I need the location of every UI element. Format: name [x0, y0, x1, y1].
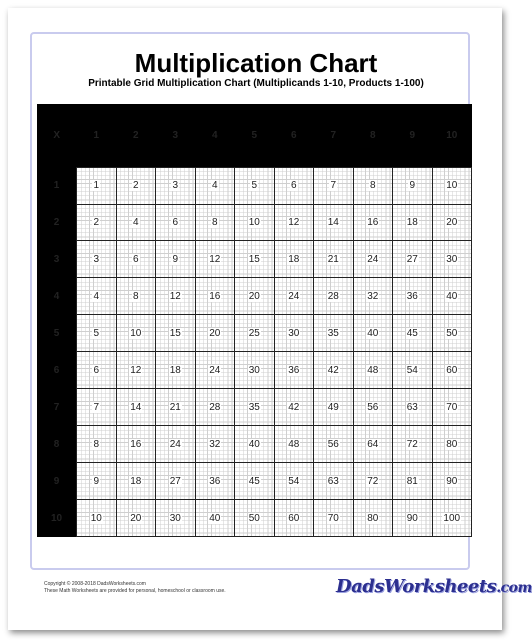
product-value: 72 — [406, 438, 418, 450]
product-cell — [156, 389, 196, 426]
product-value: 36 — [406, 290, 418, 302]
product-value: 9 — [93, 475, 100, 487]
copyright-text: Copyright © 2008-2018 DadsWorksheets.com — [44, 581, 146, 587]
product-cell — [116, 315, 156, 352]
product-cell — [235, 426, 275, 463]
product-cell — [156, 167, 196, 204]
product-cell — [432, 500, 472, 537]
product-cell — [314, 389, 354, 426]
product-value: 3 — [93, 253, 100, 265]
header-row — [37, 104, 472, 167]
product-value: 63 — [327, 475, 339, 487]
product-cell — [353, 204, 393, 241]
product-cell — [116, 241, 156, 278]
product-cell — [195, 204, 235, 241]
product-cell — [77, 278, 117, 315]
product-cell — [195, 426, 235, 463]
product-value: 60 — [446, 364, 458, 376]
product-value: 5 — [251, 180, 258, 192]
product-value: 18 — [406, 217, 418, 228]
column-header: 7 — [314, 104, 354, 167]
product-cell — [77, 500, 117, 537]
product-value: 20 — [130, 512, 142, 524]
product-cell — [77, 167, 117, 204]
product-value: 6 — [172, 217, 179, 228]
product-value: 81 — [406, 475, 418, 487]
table-row — [37, 463, 472, 500]
product-value: 56 — [367, 401, 379, 413]
product-cell — [314, 204, 354, 241]
product-cell — [116, 278, 156, 315]
product-cell — [235, 389, 275, 426]
product-cell — [235, 352, 275, 389]
product-cell — [274, 315, 314, 352]
product-cell — [156, 352, 196, 389]
column-header: 8 — [353, 104, 393, 167]
product-cell — [274, 426, 314, 463]
product-cell — [156, 426, 196, 463]
product-value: 20 — [209, 327, 221, 339]
product-value: 16 — [130, 438, 142, 450]
product-cell — [432, 278, 472, 315]
product-cell — [235, 463, 275, 500]
product-cell — [393, 278, 433, 315]
product-cell — [393, 315, 433, 352]
product-cell — [393, 389, 433, 426]
product-cell — [274, 278, 314, 315]
multiplication-table — [37, 104, 472, 537]
product-value: 90 — [446, 475, 458, 487]
product-value: 12 — [209, 253, 221, 265]
product-cell — [393, 500, 433, 537]
product-cell — [156, 500, 196, 537]
row-header: 6 — [37, 352, 77, 389]
row-header: 9 — [37, 463, 77, 500]
product-value: 12 — [130, 364, 142, 376]
product-value: 14 — [130, 401, 142, 413]
product-cell — [393, 352, 433, 389]
product-value: 18 — [130, 475, 142, 487]
product-cell — [353, 278, 393, 315]
product-cell — [432, 389, 472, 426]
product-value: 30 — [169, 512, 181, 524]
row-header: 2 — [37, 204, 77, 241]
product-cell — [235, 278, 275, 315]
multiplication-grid — [37, 104, 472, 537]
product-cell — [353, 167, 393, 204]
product-value: 15 — [169, 327, 181, 339]
product-cell — [235, 167, 275, 204]
footer-text — [44, 581, 226, 595]
product-value: 63 — [406, 401, 418, 413]
product-value: 4 — [211, 180, 218, 192]
product-value: 28 — [209, 401, 221, 413]
product-cell — [432, 426, 472, 463]
product-cell — [432, 463, 472, 500]
product-cell — [156, 315, 196, 352]
column-header: 4 — [195, 104, 235, 167]
product-cell — [116, 352, 156, 389]
product-cell — [116, 426, 156, 463]
table-row — [37, 315, 472, 352]
column-header: 6 — [274, 104, 314, 167]
product-value: 16 — [367, 217, 379, 228]
product-value: 10 — [90, 512, 102, 524]
product-cell — [353, 426, 393, 463]
product-value: 45 — [248, 475, 260, 487]
product-cell — [393, 241, 433, 278]
table-row — [37, 352, 472, 389]
product-cell — [353, 500, 393, 537]
product-cell — [195, 315, 235, 352]
page-title: Multiplication Chart — [134, 48, 378, 78]
product-value: 7 — [93, 401, 100, 413]
product-cell — [393, 204, 433, 241]
product-value: 6 — [93, 364, 100, 376]
product-cell — [274, 500, 314, 537]
product-value: 24 — [288, 290, 300, 302]
product-cell — [235, 500, 275, 537]
product-cell — [156, 204, 196, 241]
product-cell — [195, 352, 235, 389]
product-value: 70 — [446, 401, 458, 413]
row-header: 3 — [37, 241, 77, 278]
product-cell — [235, 204, 275, 241]
column-header: 3 — [156, 104, 196, 167]
product-value: 25 — [248, 327, 260, 339]
product-cell — [116, 463, 156, 500]
product-value: 8 — [93, 438, 100, 450]
product-value: 40 — [367, 327, 379, 339]
product-cell — [314, 278, 354, 315]
product-value: 24 — [209, 364, 221, 376]
product-value: 90 — [406, 512, 418, 524]
product-value: 21 — [169, 401, 181, 413]
product-value: 30 — [248, 364, 260, 376]
product-value: 42 — [288, 401, 300, 413]
product-value: 64 — [367, 438, 379, 450]
product-cell — [353, 241, 393, 278]
product-value: 35 — [248, 401, 260, 413]
product-value: 2 — [132, 180, 139, 192]
product-value: 18 — [288, 253, 300, 265]
product-value: 60 — [288, 512, 300, 524]
product-cell — [156, 463, 196, 500]
product-value: 6 — [132, 253, 139, 265]
product-cell — [274, 241, 314, 278]
product-cell — [432, 315, 472, 352]
table-row — [37, 278, 472, 315]
product-cell — [353, 352, 393, 389]
product-cell — [116, 500, 156, 537]
product-cell — [116, 167, 156, 204]
product-value: 40 — [248, 438, 260, 450]
product-value: 15 — [248, 253, 260, 265]
product-value: 4 — [93, 290, 100, 302]
product-value: 27 — [406, 253, 418, 265]
product-cell — [195, 500, 235, 537]
product-cell — [77, 352, 117, 389]
row-header: 10 — [37, 500, 77, 537]
product-value: 80 — [367, 512, 379, 524]
product-cell — [195, 241, 235, 278]
row-header: 4 — [37, 278, 77, 315]
product-cell — [393, 167, 433, 204]
row-header: 1 — [37, 167, 77, 204]
product-value: 14 — [327, 217, 339, 228]
table-row — [37, 389, 472, 426]
column-header: 10 — [432, 104, 472, 167]
product-value: 36 — [209, 475, 221, 487]
product-cell — [77, 315, 117, 352]
product-cell — [235, 241, 275, 278]
table-row — [37, 500, 472, 537]
product-cell — [393, 463, 433, 500]
product-value: 5 — [93, 327, 100, 339]
row-header: 8 — [37, 426, 77, 463]
product-value: 20 — [248, 290, 260, 302]
product-value: 20 — [446, 217, 458, 228]
product-cell — [432, 352, 472, 389]
product-value: 8 — [132, 290, 139, 302]
corner-cell: X — [37, 104, 77, 167]
product-cell — [314, 352, 354, 389]
product-cell — [393, 426, 433, 463]
product-value: 12 — [169, 290, 181, 302]
product-cell — [432, 204, 472, 241]
product-value: 48 — [288, 438, 300, 450]
product-value: 3 — [172, 180, 179, 192]
product-cell — [274, 204, 314, 241]
product-value: 56 — [327, 438, 339, 450]
product-cell — [156, 241, 196, 278]
dadsworksheets-logo: DadsWorksheets.com — [336, 576, 532, 597]
product-cell — [314, 315, 354, 352]
product-value: 18 — [169, 364, 181, 376]
product-value: 8 — [211, 217, 218, 228]
table-row — [37, 241, 472, 278]
product-value: 54 — [288, 475, 300, 487]
column-header: 2 — [116, 104, 156, 167]
product-value: 100 — [443, 512, 461, 524]
product-cell — [274, 352, 314, 389]
table-row — [37, 426, 472, 463]
row-header: 7 — [37, 389, 77, 426]
usage-notice: These Math Worksheets are provided for personal, homeschool or classroom use. — [44, 588, 226, 594]
product-cell — [195, 463, 235, 500]
product-cell — [314, 463, 354, 500]
product-value: 48 — [367, 364, 379, 376]
column-header: 1 — [77, 104, 117, 167]
column-header: 5 — [235, 104, 275, 167]
product-cell — [195, 389, 235, 426]
product-value: 12 — [288, 217, 300, 228]
product-value: 49 — [327, 401, 339, 413]
product-cell — [274, 389, 314, 426]
product-value: 42 — [327, 364, 339, 376]
product-value: 24 — [169, 438, 181, 450]
product-value: 10 — [446, 180, 458, 192]
product-value: 32 — [209, 438, 221, 450]
product-cell — [77, 463, 117, 500]
product-value: 80 — [446, 438, 458, 450]
product-value: 72 — [367, 475, 379, 487]
column-header: 9 — [393, 104, 433, 167]
product-cell — [274, 463, 314, 500]
product-value: 36 — [288, 364, 300, 376]
product-value: 40 — [446, 290, 458, 302]
product-cell — [77, 204, 117, 241]
product-cell — [195, 167, 235, 204]
product-cell — [77, 426, 117, 463]
product-value: 40 — [209, 512, 221, 524]
product-cell — [77, 241, 117, 278]
product-value: 4 — [132, 217, 139, 228]
product-cell — [235, 315, 275, 352]
product-cell — [314, 241, 354, 278]
product-cell — [353, 463, 393, 500]
product-value: 10 — [130, 327, 142, 339]
product-value: 27 — [169, 475, 181, 487]
page-subtitle: Printable Grid Multiplication Chart (Multiplicands 1-10, Products 1-100) — [88, 78, 424, 89]
product-value: 6 — [290, 180, 297, 192]
product-cell — [156, 278, 196, 315]
product-cell — [274, 167, 314, 204]
product-value: 28 — [327, 290, 339, 302]
product-value: 32 — [367, 290, 379, 302]
product-cell — [195, 278, 235, 315]
product-value: 9 — [409, 180, 416, 192]
table-row — [37, 167, 472, 204]
product-value: 9 — [172, 253, 179, 265]
product-value: 45 — [406, 327, 418, 339]
product-cell — [432, 167, 472, 204]
product-cell — [116, 204, 156, 241]
product-value: 2 — [93, 217, 100, 228]
product-value: 35 — [327, 327, 339, 339]
product-value: 16 — [209, 290, 221, 302]
product-cell — [353, 315, 393, 352]
product-value: 30 — [446, 253, 458, 265]
product-cell — [77, 389, 117, 426]
product-cell — [314, 426, 354, 463]
product-cell — [314, 500, 354, 537]
product-value: 70 — [327, 512, 339, 524]
product-value: 10 — [248, 217, 260, 228]
product-cell — [432, 241, 472, 278]
product-value: 1 — [93, 180, 100, 192]
product-value: 50 — [446, 327, 458, 339]
table-row — [37, 204, 472, 241]
row-header: 5 — [37, 315, 77, 352]
product-value: 54 — [406, 364, 418, 376]
product-value: 24 — [367, 253, 379, 265]
product-value: 8 — [369, 180, 376, 192]
product-cell — [116, 389, 156, 426]
product-value: 50 — [248, 512, 260, 524]
product-value: 21 — [327, 253, 339, 265]
product-value: 30 — [288, 327, 300, 339]
product-cell — [314, 167, 354, 204]
product-cell — [353, 389, 393, 426]
product-value: 7 — [330, 180, 337, 192]
